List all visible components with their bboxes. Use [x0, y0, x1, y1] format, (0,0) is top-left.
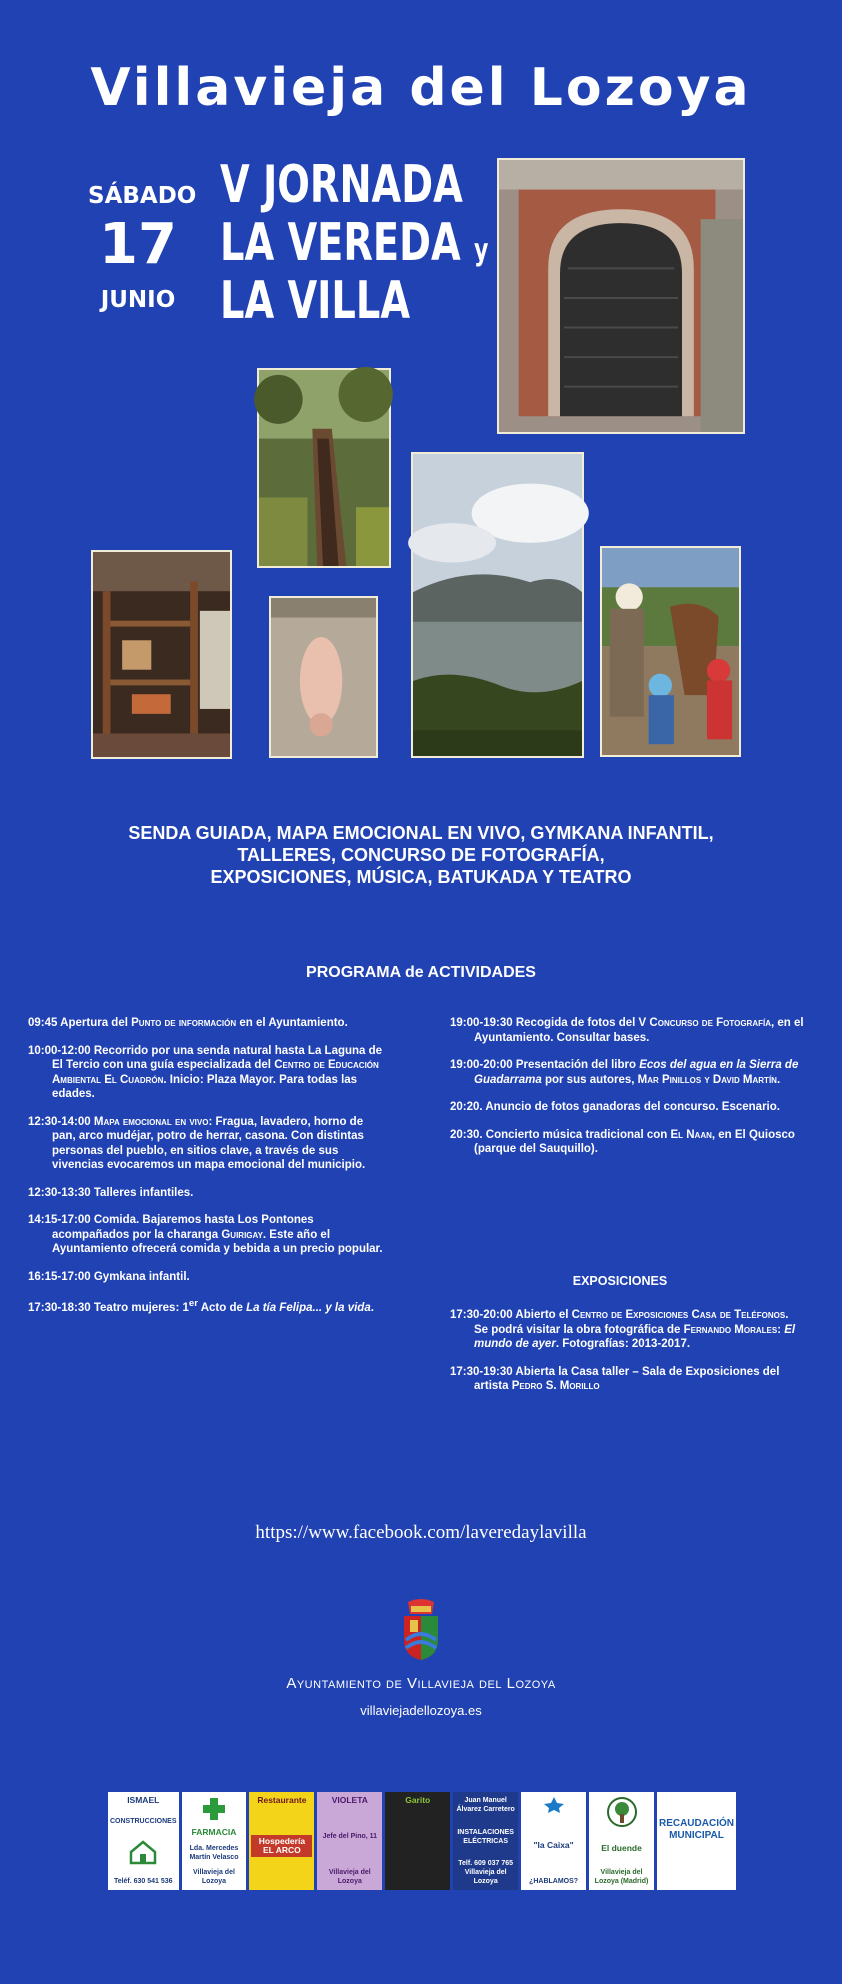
program-right-column — [450, 1016, 805, 1170]
program-item: 09:45 Apertura del Punto de información en el Ayuntamiento. — [28, 1017, 348, 1029]
sponsor-logo-la-caixa: "la Caixa" ¿HABLAMOS? — [521, 1792, 586, 1890]
date-month: JUNIO — [100, 287, 176, 313]
program-item: 19:00-20:00 Presentación del libro Ecos del agua en la Sierra de Guadarrama por sus autores, Mar Pinillos y David Martín. — [450, 1059, 799, 1086]
programa-heading: PROGRAMA de ACTIVIDADES — [306, 964, 536, 981]
program-left-column — [28, 1016, 388, 1328]
star-icon — [542, 1796, 566, 1814]
sponsor-logo-restaurante: Restaurante Hospedería EL ARCO — [249, 1792, 314, 1890]
program-item: 12:30-13:30 Talleres infantiles. — [28, 1186, 194, 1199]
pharmacy-cross-icon — [201, 1796, 227, 1822]
photo-mudejar-arch — [497, 158, 745, 434]
program-item: 19:00-19:30 Recogida de fotos del V Concurso de Fotografía, en el Ayuntamiento. Consultar bases. — [450, 1017, 804, 1044]
sponsor-logo-recaudacion: RECAUDACIÓN MUNICIPAL — [657, 1792, 736, 1890]
date-day-number: 17 — [99, 212, 177, 277]
program-item: 20:30. Concierto música tradicional con El Naan, en El Quiosco (parque del Sauquillo). — [450, 1128, 795, 1155]
program-item: 16:15-17:00 Gymkana infantil. — [28, 1270, 190, 1283]
sponsor-logo-el-duende: El duende Villavieja del Lozoya (Madrid) — [589, 1792, 654, 1890]
sponsor-logo-garito: Garito — [385, 1792, 450, 1890]
program-item: 20:20. Anuncio de fotos ganadoras del concurso. Escenario. — [450, 1101, 780, 1113]
program-item: 14:15-17:00 Comida. Bajaremos hasta Los Pontones acompañados por la charanga Guirigay. Este año el Ayuntamiento ofrecerá comida y bebida a un precio popular. — [28, 1214, 383, 1255]
photo-children-with-horse — [600, 546, 741, 757]
activities-summary: SENDA GUIADA, MAPA EMOCIONAL EN VIVO, GYMKANA INFANTIL, TALLERES, CONCURSO DE FOTOGRAFÍA, EXPOSICIONES, MÚSICA, BATUKADA Y TEATRO — [128, 823, 714, 887]
event-title-line2: LA VEREDA y — [220, 213, 489, 273]
facebook-link[interactable]: https://www.facebook.com/laveredaylavilla — [255, 1522, 587, 1543]
photo-forest-channel — [257, 368, 391, 568]
photo-workshop-interior — [91, 550, 232, 759]
exposition-item: 17:30-19:30 Abierta la Casa taller – Sala de Exposiciones del artista Pedro S. Morillo — [450, 1365, 780, 1392]
tree-icon — [606, 1796, 638, 1828]
ayuntamiento-name: Ayuntamiento de Villavieja del Lozoya — [286, 1675, 556, 1692]
exposiciones-heading: EXPOSICIONES — [572, 1274, 668, 1288]
page-title: Villavieja del Lozoya — [90, 58, 752, 118]
photo-pig — [269, 596, 378, 758]
exposition-item: 17:30-20:00 Abierto el Centro de Exposiciones Casa de Teléfonos. Se podrá visitar la obra fotográfica de Fernando Morales: El mundo de ayer. Fotografías: 2013-2017. — [450, 1309, 796, 1350]
coat-of-arms-icon — [402, 1598, 440, 1662]
sponsor-logo-violeta: VIOLETA Jefe del Pino, 11 Villavieja del Lozoya — [317, 1792, 382, 1890]
event-title-line1: V JORNADA — [220, 155, 463, 215]
program-item: 17:30-18:30 Teatro mujeres: 1er Acto de La tía Felipa... y la vida. — [28, 1298, 374, 1314]
house-icon — [128, 1839, 158, 1865]
photo-lagoon-landscape — [411, 452, 584, 758]
date-day-name: SÁBADO — [88, 183, 197, 209]
sponsor-logos — [108, 1792, 736, 1890]
sponsor-logo-farmacia: FARMACIA Lda. Mercedes Martín Velasco Villavieja del Lozoya — [182, 1792, 247, 1890]
program-item: 12:30-14:00 Mapa emocional en vivo: Fragua, lavadero, horno de pan, arco mudéjar, potro de herrar, casona. Con distintas personas del pueblo, en sitios clave, a través de sus vivencias evocaremos un mapa emocional del municipio. — [28, 1115, 366, 1171]
event-title-line3: LA VILLA — [220, 271, 411, 331]
sponsor-logo-ismael: ISMAEL CONSTRUCCIONES Teléf. 630 541 536 — [108, 1792, 179, 1890]
sponsor-logo-electricidad: Juan Manuel Álvarez Carretero INSTALACIONES ELÉCTRICAS Telf. 609 037 765 Villavieja del Lozoya — [453, 1792, 518, 1890]
website-link[interactable]: villaviejadellozoya.es — [360, 1703, 482, 1718]
exposiciones-list — [450, 1308, 805, 1407]
program-item: 10:00-12:00 Recorrido por una senda natural hasta La Laguna de El Tercio con una guía especializada del Centro de Educación Ambiental El Cuadrón. Inicio: Plaza Mayor. Para todas las edades. — [28, 1044, 383, 1100]
